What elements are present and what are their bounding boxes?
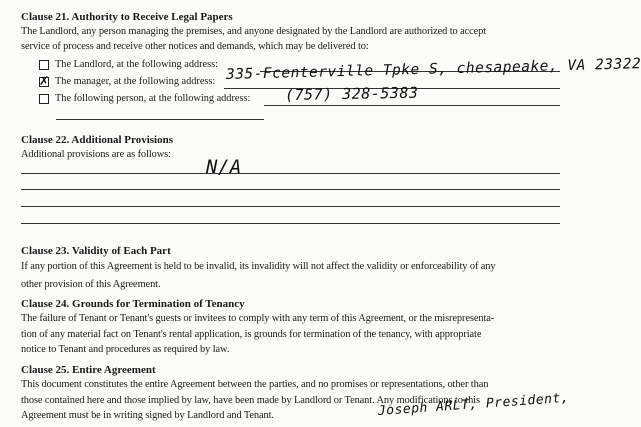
clause-21-heading: Clause 21. Authority to Receive Legal Papers [21, 11, 233, 23]
clause-22-heading: Clause 22. Additional Provisions [21, 134, 173, 146]
clause-24-line-3: notice to Tenant and procedures as required by law. [21, 344, 230, 355]
handwritten-phone: (757) 328-5383 [284, 83, 419, 104]
manager-checkbox[interactable] [39, 73, 50, 88]
clause-25-heading: Clause 25. Entire Agreement [21, 364, 156, 376]
landlord-option-label: The Landlord, at the following address: [55, 59, 218, 70]
person-checkbox[interactable] [39, 94, 49, 104]
handwritten-na: N/A [206, 156, 242, 178]
provision-line-4 [21, 223, 560, 224]
handwritten-manager-address: 335-Fcenterville Tpke S, chesapeake, VA 23322 [225, 56, 641, 83]
provision-line-2 [21, 189, 560, 190]
person-address-line-2 [56, 119, 264, 120]
provision-line-1 [21, 173, 560, 174]
clause-23-heading: Clause 23. Validity of Each Part [21, 245, 171, 257]
clause-24-line-1: The failure of Tenant or Tenant's guests or invitees to comply with any term of this Agreement, or the misrepresenta- [21, 313, 495, 324]
person-option [39, 93, 250, 104]
clause-21-body-line-1: The Landlord, any person managing the premises, and anyone designated by the Landlord are authorized to accept [21, 26, 487, 37]
manager-option [39, 73, 216, 88]
landlord-option [39, 59, 218, 70]
person-option-label: The following person, at the following address: [55, 93, 251, 104]
checked-mark: ✗ [39, 73, 50, 88]
provision-line-3 [21, 206, 560, 207]
clause-23-line-2: other provision of this Agreement. [21, 279, 161, 290]
manager-option-label: The manager, at the following address: [55, 76, 216, 87]
clause-21-body-line-2: service of process and receive other notices and demands, which may be delivered to: [21, 41, 369, 52]
clause-24-heading: Clause 24. Grounds for Termination of Tenancy [21, 298, 245, 310]
clause-22-body: Additional provisions are as follows: [21, 149, 171, 160]
clause-25-line-2: those contained here and those implied by law, have been made by Landlord or Tenant. Any modifications to this [21, 395, 480, 406]
handwritten-signature: Joseph ARLT, President, [377, 390, 570, 419]
clause-25-line-1: This document constitutes the entire Agreement between the parties, and no promises or representations, other than [21, 379, 489, 390]
clause-25-line-3: Agreement must be in writing signed by Landlord and Tenant. [21, 410, 274, 421]
landlord-checkbox[interactable] [39, 60, 49, 70]
person-address-line [264, 105, 560, 106]
clause-23-line-1: If any portion of this Agreement is held to be invalid, its invalidity will not affect the validity or enforceability of any [21, 261, 496, 272]
clause-24-line-2: tion of any material fact on Tenant's rental application, is grounds for termination of the tenancy, with appropriate [21, 329, 482, 340]
